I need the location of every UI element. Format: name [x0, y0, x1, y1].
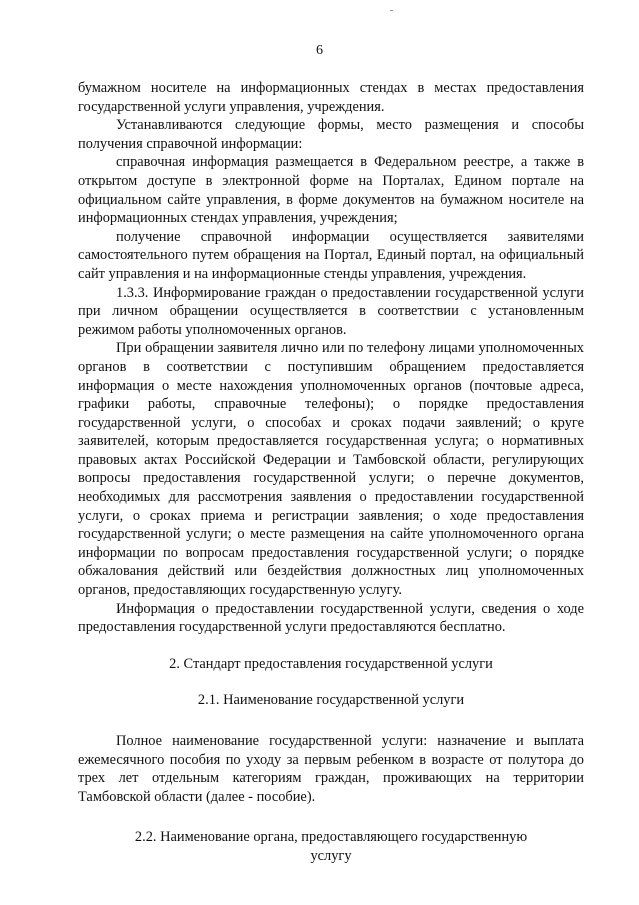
paragraph-personal-request: При обращении заявителя лично или по телефону лицами уполномоченных органов в соответствии с поступившим обращением предоставляется информация о месте нахождения уполномоченных органов (почтовые адреса, графики работы, справочные телефоны); о порядке предоставления государственной услуги, о способах и сроках подачи заявлений; о круге заявителей, которым предоставляется государственная услуга; о нормативных правовых актах Российской Федерации и Тамбовской области, регулирующих вопросы предоставления государственной услуги; о перечне документов, необходимых для рассмотрения заявления о предоставлении государственной услуги, о сроках приема и регистрации заявления; о ходе предоставления государственной услуги; о месте размещения на сайте уполномоченного органа информации по вопросам предоставления государственной услуги; о порядке обжалования действий или бездействия должностных лиц уполномоченных органов, предоставляющих государственную услугу.	[78, 340, 584, 599]
scan-mark	[390, 10, 393, 11]
section-2-1-heading: 2.1. Наименование государственной услуги	[197, 692, 465, 709]
paragraph-obtaining-info: получение справочной информации осуществляется заявителями самостоятельного путем обращения на Портал, Единый портал, на официальный сайт управления и на информационные стенды управления, учреждения.	[78, 228, 584, 282]
paragraph-info-forms: Устанавливаются следующие формы, место размещения и способы получения справочной информации:	[78, 117, 584, 152]
paragraph-free-info: Информация о предоставлении государственной услуги, сведения о ходе предоставления государственной услуги предоставляются бесплатно.	[78, 600, 584, 636]
section-2-2-heading-line-2: услугу	[310, 847, 352, 864]
document-body	[78, 79, 584, 866]
page-number: 6	[316, 43, 323, 58]
paragraph-reference-info: справочная информация размещается в Федеральном реестре, а также в открытом доступе в электронной форме на Порталах, Едином портале на официальном сайте управления, в форме документов на бумажном носителе на информационных стендах управления, учреждения;	[78, 154, 584, 227]
paragraph-continuation: бумажном носителе на информационных стендах в местах предоставления государственной услуги управления, учреждения.	[78, 80, 584, 115]
section-2-2-heading-line-1: 2.2. Наименование органа, предоставляющего государственную	[134, 829, 528, 846]
paragraph-1-3-3: 1.3.3. Информирование граждан о предоставлении государственной услуги при личном обращении осуществляется в соответствии с установленным режимом работы уполномоченных органов.	[78, 284, 584, 338]
section-2-heading: 2. Стандарт предоставления государственной услуги	[169, 655, 493, 672]
paragraph-full-service-name: Полное наименование государственной услуги: назначение и выплата ежемесячного пособия по уходу за первым ребенком в возрасте от полутора до трех лет отдельным категориям граждан, проживающих на территории Тамбовской области (далее - пособие).	[78, 733, 584, 805]
